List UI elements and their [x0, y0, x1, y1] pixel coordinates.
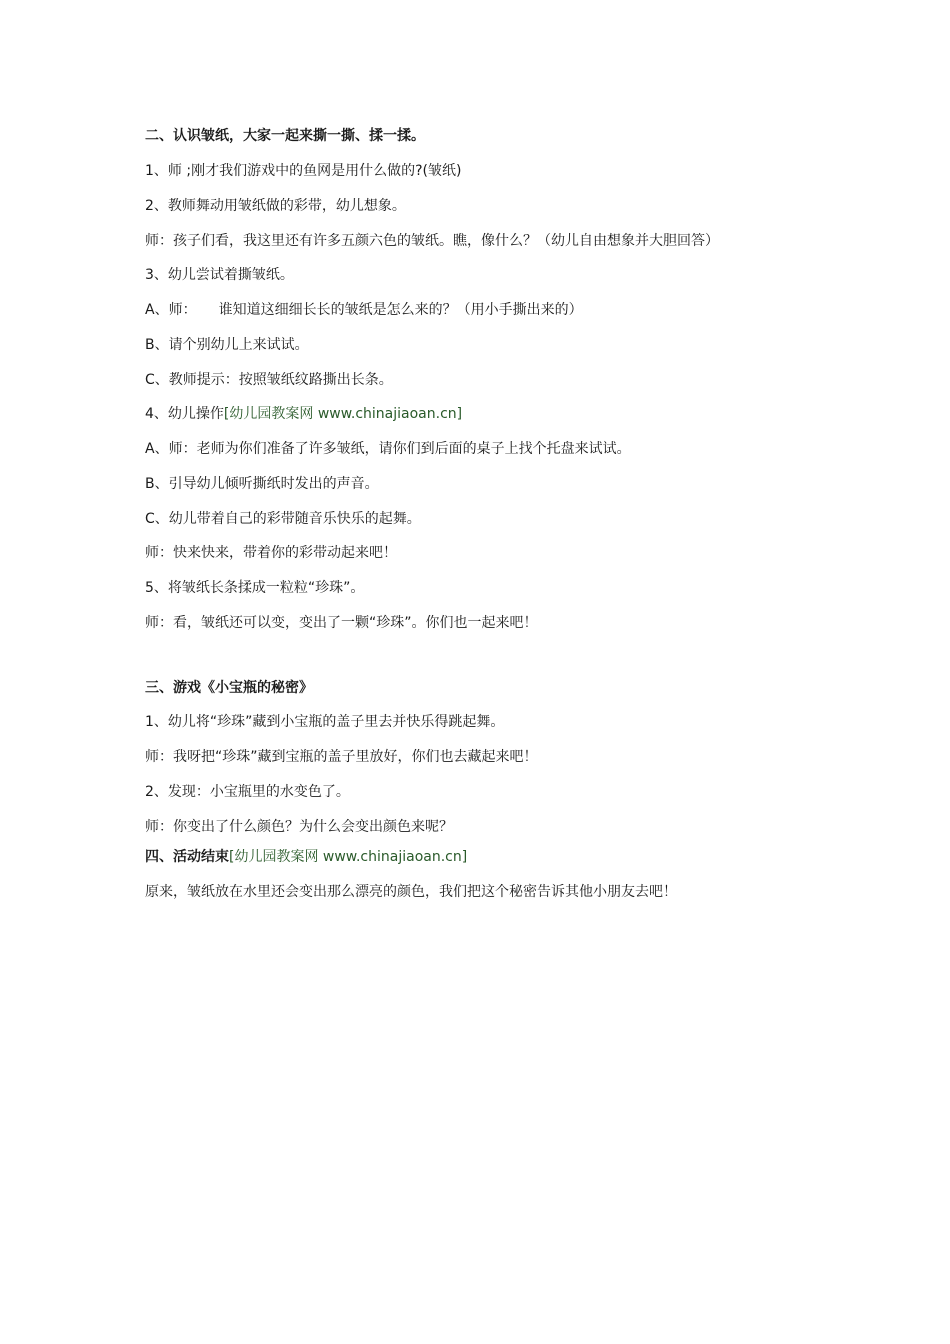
section2-line-12: 师：快来快来，带着你的彩带动起来吧！: [145, 545, 397, 561]
section3-line-3: 2、发现：小宝瓶里的水变色了。: [145, 784, 350, 800]
site-link-2[interactable]: [幼儿园教案网 www.chinajiaoan.cn]: [229, 849, 468, 865]
section4-line-1: 原来，皱纸放在水里还会变出那么漂亮的颜色，我们把这个秘密告诉其他小朋友去吧！: [145, 884, 677, 900]
section2-line-9: A、师：老师为你们准备了许多皱纸，请你们到后面的桌子上找个托盘来试试。: [145, 441, 631, 457]
section2-line-3: 师：孩子们看，我这里还有许多五颜六色的皱纸。瞧，像什么？（幼儿自由想象并大胆回答）: [145, 233, 719, 249]
section2-line-7: C、教师提示：按照皱纸纹路撕出长条。: [145, 372, 393, 388]
section2-line-10: B、引导幼儿倾听撕纸时发出的声音。: [145, 476, 379, 492]
site-link[interactable]: [幼儿园教案网 www.chinajiaoan.cn]: [223, 406, 463, 422]
section2-line-5-text: 谁知道这细细长长的皱纸是怎么来的？（用小手撕出来的）: [218, 302, 583, 318]
section2-heading: 二、认识皱纸，大家一起来撕一撕、揉一揉。: [145, 128, 425, 144]
section3-line-1: 1、幼儿将“珍珠”藏到小宝瓶的盖子里去并快乐得跳起舞。: [145, 714, 505, 730]
section2-line-8: [145, 404, 462, 424]
section3-line-4: 师：你变出了什么颜色？为什么会变出颜色来呢？: [145, 819, 453, 835]
section2-line-14: 师：看，皱纸还可以变，变出了一颗“珍珠”。你们也一起来吧！: [145, 615, 538, 631]
section2-line-13: 5、将皱纸长条揉成一粒粒“珍珠”。: [145, 580, 365, 596]
section2-line-2: 2、教师舞动用皱纸做的彩带，幼儿想象。: [145, 198, 406, 214]
section2-line-8-text: 4、幼儿操作: [145, 406, 224, 422]
section2-line-4: 3、幼儿尝试着撕皱纸。: [145, 267, 294, 283]
section2-line-5-prefix: A、师：: [145, 302, 197, 318]
section4-heading: 四、活动结束: [145, 849, 229, 865]
section2-line-5: [145, 300, 583, 320]
section3-heading: 三、游戏《小宝瓶的秘密》: [145, 680, 313, 696]
section2-line-1: 1、师 ;刚才我们游戏中的鱼网是用什么做的?(皱纸): [145, 163, 462, 179]
section4-heading-line: [145, 847, 467, 867]
section2-line-6: B、请个别幼儿上来试试。: [145, 337, 309, 353]
section3-line-2: 师：我呀把“珍珠”藏到宝瓶的盖子里放好，你们也去藏起来吧！: [145, 749, 538, 765]
section2-line-11: C、幼儿带着自己的彩带随音乐快乐的起舞。: [145, 511, 421, 527]
